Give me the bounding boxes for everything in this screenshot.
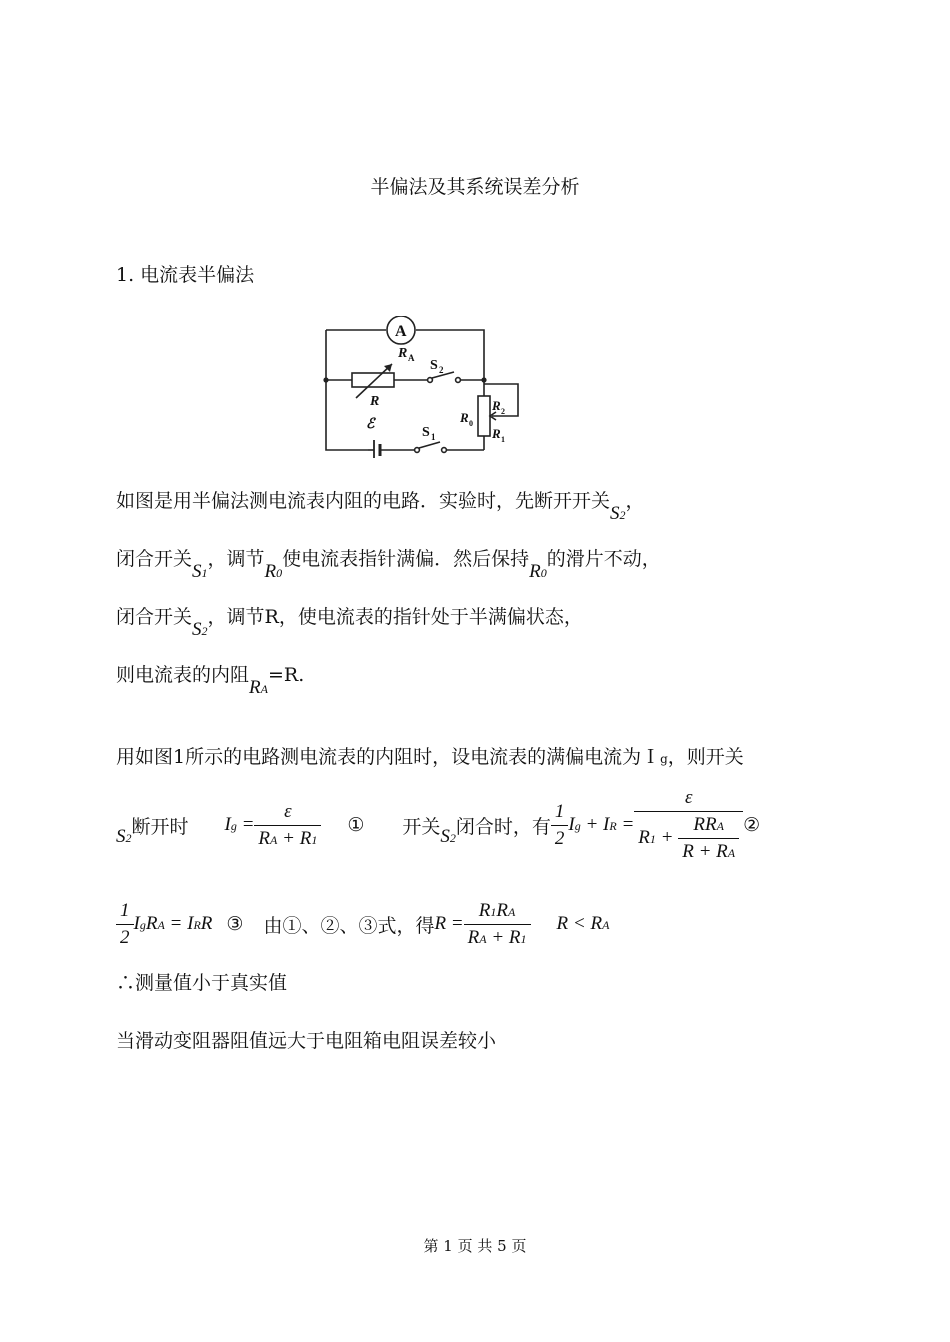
equation-2: ε R1 + $\frac{\text{RRA}}{R + RA}$ bbox=[634, 787, 743, 863]
page-footer: 第 1 页 共 5 页 bbox=[423, 1237, 527, 1255]
ammeter-label: A bbox=[395, 323, 407, 340]
r1-sub-label: 1 bbox=[501, 435, 505, 444]
equation-3: IgRA = IRR bbox=[133, 913, 213, 934]
r2-sub-label: 2 bbox=[501, 407, 505, 416]
r1-label: R bbox=[492, 426, 501, 441]
result-equation: $\frac{R1RA}{RA + R1}$ bbox=[464, 900, 531, 949]
s1-sub-label: 1 bbox=[431, 432, 436, 442]
page-title: 半偏法及其系统误差分析 bbox=[370, 176, 580, 198]
s2-sub-label: 2 bbox=[439, 365, 444, 375]
circuit-diagram bbox=[318, 316, 528, 458]
s1-contact-left bbox=[415, 448, 420, 453]
section-heading: 1. 电流表半偏法 bbox=[116, 264, 255, 286]
resistor-box-symbol bbox=[352, 373, 394, 387]
emf-label: ℰ bbox=[366, 417, 375, 432]
inequality: R < RA bbox=[556, 913, 610, 934]
conclusion: ∴测量值小于真实值 bbox=[116, 972, 288, 994]
s2-label: S bbox=[430, 358, 438, 373]
r-label: R bbox=[370, 394, 380, 409]
rheostat-symbol bbox=[478, 396, 490, 436]
ra-sub-label: A bbox=[408, 353, 415, 363]
equation-line-2: $\frac{1}{2}$ IgRA = IRR ③ 由①、②、③式，得 R = $\frac{R1RA}{RA + R1}$ R < RA bbox=[116, 898, 609, 950]
r2-label: R bbox=[492, 398, 501, 413]
equation-line-1: S2 断开时 Ig = $\frac{\varepsilon}{RA + R1}$ ① 开关 S2 闭合时，有 $\frac{1}{2}$ Ig + IR = ε R1 + $\frac{\text{RRA}}{R + RA}$ ② bbox=[116, 787, 761, 862]
s1-label: S bbox=[422, 425, 430, 440]
note: 当滑动变阻器阻值远大于电阻箱电阻误差较小 bbox=[116, 1030, 497, 1052]
s1-blade bbox=[419, 442, 440, 448]
paragraph-line-3: 闭合开关S2，调节R，使电流表的指针处于半满偏状态， bbox=[116, 606, 583, 640]
s2-contact-left bbox=[428, 378, 433, 383]
paragraph-line-1: 如图是用半偏法测电流表内阻的电路．实验时，先断开开关S2， bbox=[116, 490, 645, 524]
s1-contact-right bbox=[442, 448, 447, 453]
equation-1: $\frac{\varepsilon}{RA + R1}$ bbox=[254, 801, 321, 850]
variable-arrow bbox=[356, 364, 392, 398]
s2-contact-right bbox=[456, 378, 461, 383]
r0-sub-label: 0 bbox=[469, 419, 473, 428]
ra-label: R bbox=[398, 346, 408, 361]
paragraph-line-2: 闭合开关S1，调节R0使电流表指针满偏．然后保持R0的滑片不动， bbox=[116, 548, 661, 582]
r0-label: R bbox=[460, 410, 469, 425]
wire-left bbox=[326, 330, 368, 450]
paragraph-line-4: 则电流表的内阻RA=R. bbox=[116, 664, 305, 698]
paragraph-2: 用如图1所示的电路测电流表的内阻时，设电流表的满偏电流为Ｉg，则开关 bbox=[116, 746, 744, 768]
